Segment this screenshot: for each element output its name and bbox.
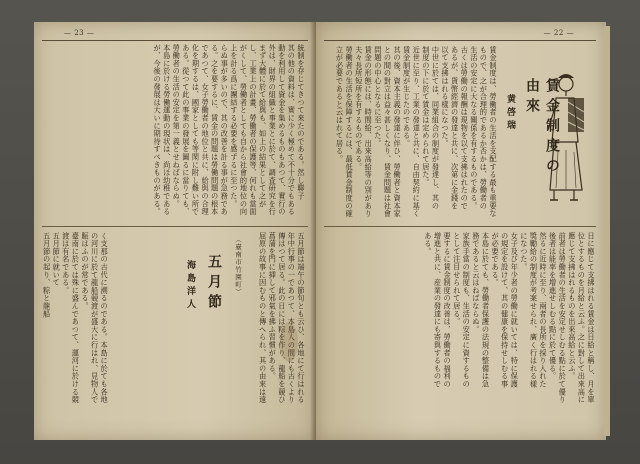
text-column: 增進と共に、産業の發達にも寄與するもので bbox=[433, 232, 443, 388]
right-page bbox=[316, 22, 606, 440]
text-column: 後者は能率を增進せしむる點に於て優る。 bbox=[548, 232, 558, 381]
text-column: し、工業上の計畫、勞働者の保護等、何れも當面 bbox=[249, 44, 259, 216]
text-column: 然るに近時に至り、兩者の長所を採り入れた bbox=[539, 232, 549, 388]
text-column: 統制を存じてきつて來たのである。然し聯子 bbox=[297, 44, 306, 200]
text-column: 其の後、資本主義の發達に伴ひ、勞働者と資本家 bbox=[393, 46, 403, 218]
text-column: 臺南に於ては殊に盛んであつて、運河に於ける競 bbox=[71, 232, 81, 404]
text-column: 制度の下に於て賃金は定められて居た。 bbox=[421, 46, 431, 187]
text-column: 中世に於ては、同業組合の制度が發達し、其の bbox=[431, 46, 441, 210]
page-edge bbox=[604, 26, 610, 436]
text-column: 五月節の起り、粽と龍船 bbox=[42, 232, 52, 318]
text-column: 賃金の形態には、時間給、出來高給等の別があり bbox=[364, 46, 374, 218]
text-column: 前者は勞働者の生活を安定せしむる點に於て優り bbox=[558, 232, 568, 404]
text-column: 勞働者の生活の安定を第一義とせねばならぬ。 bbox=[172, 44, 182, 208]
text-column: 化を期するは、國家としても等閑に附し難い所で bbox=[191, 44, 201, 216]
text-column: ある。從つて此の事業の發展を圖るに當りても、 bbox=[181, 44, 191, 216]
text-column: 屈原の故事に因むものと傳へられ、其の由來は遠 bbox=[258, 232, 268, 404]
text-column: 其の他の資料は、實に少く極めて不十分でもある bbox=[287, 44, 297, 216]
text-column: まず大體に於て給與も、如上の結果として之が bbox=[258, 44, 268, 208]
page-number: — 23 — bbox=[64, 29, 95, 37]
article-author: 黄啓瑞 bbox=[505, 94, 515, 133]
text-column: 應じて支拂はれるものを出來高給と云ふ。 bbox=[567, 232, 577, 381]
text-column: 家族手當の制度も、生活の安定に資するもの bbox=[462, 232, 472, 388]
text-column: く支那の古代に溯るのである。本島に於ても各地 bbox=[100, 232, 110, 404]
text-column: 獎勵給の制度が考案せられ、廣く行はれる樣 bbox=[529, 232, 539, 388]
article-title: 賃金制度の由來 bbox=[524, 78, 560, 178]
article-title: 五月節 bbox=[206, 254, 222, 314]
text-column: 近世に至り、工業の發達と共に、自由契約に基く bbox=[412, 46, 422, 218]
paper-stain bbox=[280, 322, 298, 362]
text-column: 上を計る爲に團結する必要を感ずるに至つた。 bbox=[229, 44, 239, 208]
header-rule bbox=[324, 40, 596, 41]
page-number: — 22 — bbox=[543, 29, 574, 37]
text-column: 本島に於ても、勞働者保護の法規の整備は急 bbox=[481, 232, 491, 388]
text-column: らぬ事が多いので、其の改善を計る事が急務であ bbox=[220, 44, 230, 216]
text-column: ある。 bbox=[423, 232, 433, 256]
text-column: 夫々長所短所を有するものである。 bbox=[354, 46, 364, 171]
text-column: として注目せられて居る。 bbox=[452, 232, 462, 326]
text-column: 五月節は端午の節句とも云ひ、各地にて行はれる bbox=[297, 232, 306, 404]
text-column: 女子及び年少者の勞働に就いては、特に保護 bbox=[510, 232, 520, 388]
section-divider bbox=[42, 226, 308, 227]
text-column: 賃金制度は、勞働者の生活を支配する最も重要な bbox=[489, 46, 498, 218]
text-column: もので、之が合理的であるか否かは、勞働者の bbox=[479, 46, 489, 210]
text-column: が、今後の發展は大いに期待すべきものがある。 bbox=[153, 44, 163, 216]
left-body-lower-left bbox=[42, 232, 109, 428]
text-column: 動を利用して資金を集めるものもあつて、實行の bbox=[277, 44, 287, 216]
text-column: 本島に於ける勞働運動の現状は、尚ほ幼稚である bbox=[162, 44, 172, 216]
text-column: 務であると云はねばならぬ。 bbox=[471, 232, 481, 334]
text-column: 日に應じて支拂はれる賃金は日給と稱し、月を單 bbox=[587, 232, 596, 404]
right-body-lower bbox=[326, 232, 596, 428]
text-column: 傳はつて居る。此の日には粽を作り、龍船を競ひ bbox=[277, 232, 287, 404]
text-column: の規定を設けて、其の健康を保持せしむる事 bbox=[500, 232, 510, 388]
text-column: 五月節に就いて bbox=[52, 232, 62, 287]
article-subtitle: （臺南市竹園町） bbox=[234, 236, 242, 296]
text-column: 生活の安定に大なる關係を有するものである。 bbox=[469, 46, 479, 210]
text-column: 要するに賃金制度の改善は、勞働者の福利の bbox=[443, 232, 453, 388]
right-body-upper bbox=[326, 46, 498, 222]
text-column: になつた。 bbox=[519, 232, 529, 271]
section-divider bbox=[324, 226, 596, 227]
text-column: が必要である。 bbox=[491, 232, 501, 287]
text-column: 位とするものを月給と云ふ。之に對して出來高に bbox=[577, 232, 587, 404]
text-column: 立が必要であると云はれて居る。 bbox=[335, 46, 345, 163]
text-column: 菖蒲を門に挿して邪氣を拂ふ習慣がある。 bbox=[268, 232, 278, 381]
text-column: 渡は有名である。 bbox=[61, 232, 71, 295]
text-column: との間の對立は益々甚しくなり、賃金問題は社會 bbox=[383, 46, 393, 218]
article-author: 海島洋人 bbox=[185, 260, 195, 312]
text-column: 問題の中心となるに至つた。 bbox=[373, 46, 383, 148]
text-column: 賃金制度が生じたのである。 bbox=[402, 46, 412, 148]
text-column: 古くは勞働の報酬は現物を以て支拂はれたので bbox=[460, 46, 470, 210]
text-column: 勞働者の生活を保障するには、最低賃金制度の確 bbox=[345, 46, 355, 218]
text-column: 以て支拂はれる樣になつた。 bbox=[441, 46, 451, 148]
text-column: る。之を要するに、賃金の問題は勞働問題の根本 bbox=[210, 44, 220, 216]
text-column: がくして、勞働者としても自から社會的地位の向 bbox=[239, 44, 249, 216]
header-rule bbox=[42, 40, 308, 41]
text-column: であつて、女子勞働者の地位と共に、給與の合理 bbox=[201, 44, 211, 216]
left-page bbox=[34, 22, 316, 440]
left-body-upper bbox=[153, 44, 307, 222]
text-column: 年中行事の一であつて、本島人の間にも古くより bbox=[287, 232, 297, 404]
text-column: あるが、貨幣經濟の發達と共に、次第に金錢を bbox=[450, 46, 460, 210]
text-column: の河川に於て龍船競渡が盛大に行はれ、見物人で bbox=[90, 232, 100, 404]
text-column: 外は、財界の組織と事業とに於て、調査研究を行 bbox=[268, 44, 278, 216]
text-column: 賑はふのが常である。 bbox=[80, 232, 90, 310]
